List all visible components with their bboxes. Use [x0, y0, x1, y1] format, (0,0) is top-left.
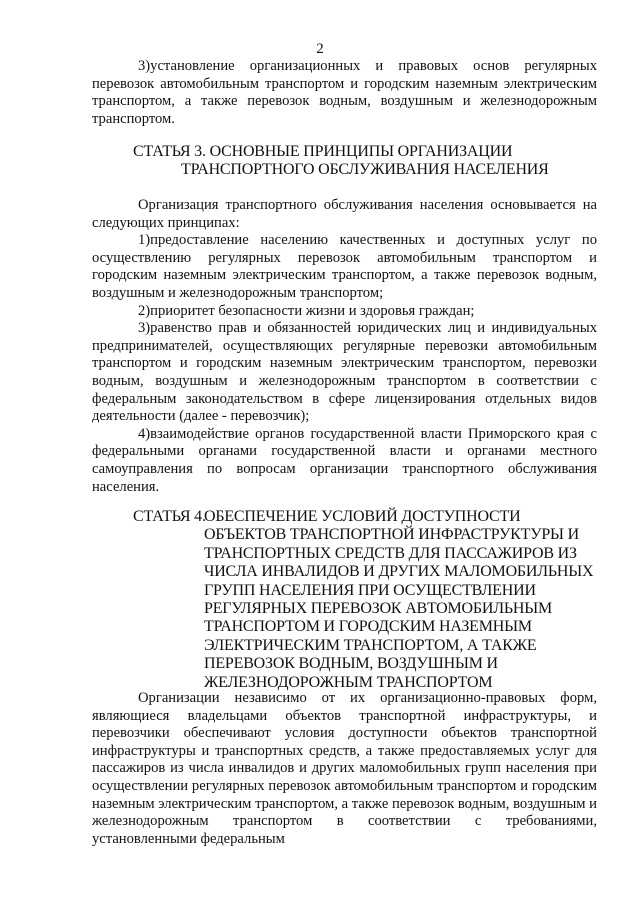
page-number: 2: [316, 41, 324, 57]
principle-3: 3)равенство прав и обязанностей юридических лиц и индивидуальных предпринимателей, осуществляющих регулярные перевозки автомобильным транспортом и городским наземным электрическим транспортом, перевозки водным, воздушным и железнодорожным транспортом в соответствии с федеральным законодательством в сфере лицензирования отдельных видов деятельности (далее - перевозчик);: [92, 320, 597, 425]
principle-1: 1)предоставление населению качественных и доступных услуг по осуществлению регулярных перевозок автомобильным транспортом и городским наземным электрическим транспортом, а также перевозок водным, воздушным и железнодорожным транспортом;: [92, 232, 597, 301]
article-4-paragraph: Организации независимо от их организационно-правовых форм, являющиеся владельцами объектов транспортной инфраструктуры, и перевозчики обеспечивают условия доступности объектов транспортной инфраструктуры и транспортных средств, а также предоставляемых услуг для пассажиров из числа инвалидов и других маломобильных групп населения при осуществлении регулярных перевозок автомобильным транспортом и городским наземным электрическим транспортом, а также перевозок водным, воздушным и железнодорожным транспортом в соответствии с требованиями, установленными федеральным: [92, 690, 597, 847]
top-paragraph-block: [92, 58, 597, 128]
principle-2: 2)приоритет безопасности жизни и здоровья граждан;: [138, 302, 475, 319]
article-3-heading-line-2: ТРАНСПОРТНОГО ОБСЛУЖИВАНИЯ НАСЕЛЕНИЯ: [181, 161, 549, 179]
article-4-heading: [133, 508, 603, 692]
paragraph-item-3: 3)установление организационных и правовых основ регулярных перевозок автомобильным транспортом и городским наземным электрическим транспортом, а также перевозок водным, воздушным и железнодорожным транспортом.: [92, 58, 597, 127]
article-3-heading: [133, 143, 573, 180]
article-3-heading-line-1: СТАТЬЯ 3. ОСНОВНЫЕ ПРИНЦИПЫ ОРГАНИЗАЦИИ: [133, 143, 513, 160]
article-3-body: [92, 197, 597, 496]
principle-4: 4)взаимодействие органов государственной власти Приморского края с федеральными органами государственной власти и органами местного самоуправления по вопросам организации транспортного обслуживания населения.: [92, 425, 597, 495]
article-4-number: СТАТЬЯ 4.: [133, 508, 206, 525]
article-3-intro: Организация транспортного обслуживания населения основывается на следующих принципах:: [92, 197, 597, 231]
article-4-title: ОБЕСПЕЧЕНИЕ УСЛОВИЙ ДОСТУПНОСТИ ОБЪЕКТОВ ТРАНСПОРТНОЙ ИНФРАСТРУКТУРЫ И ТРАНСПОРТНЫХ СРЕДСТВ ДЛЯ ПАССАЖИРОВ ИЗ ЧИСЛА ИНВАЛИДОВ И ДРУГИХ МАЛОМОБИЛЬНЫХ ГРУПП НАСЕЛЕНИЯ ПРИ ОСУЩЕСТВЛЕНИИ РЕГУЛЯРНЫХ ПЕРЕВОЗОК АВТОМОБИЛЬНЫМ ТРАНСПОРТОМ И ГОРОДСКИМ НАЗЕМНЫМ ЭЛЕКТРИЧЕСКИМ ТРАНСПОРТОМ, А ТАКЖЕ ПЕРЕВОЗОК ВОДНЫМ, ВОЗДУШНЫМ И ЖЕЛЕЗНОДОРОЖНЫМ ТРАНСПОРТОМ: [204, 508, 594, 691]
article-4-body: [92, 690, 597, 848]
